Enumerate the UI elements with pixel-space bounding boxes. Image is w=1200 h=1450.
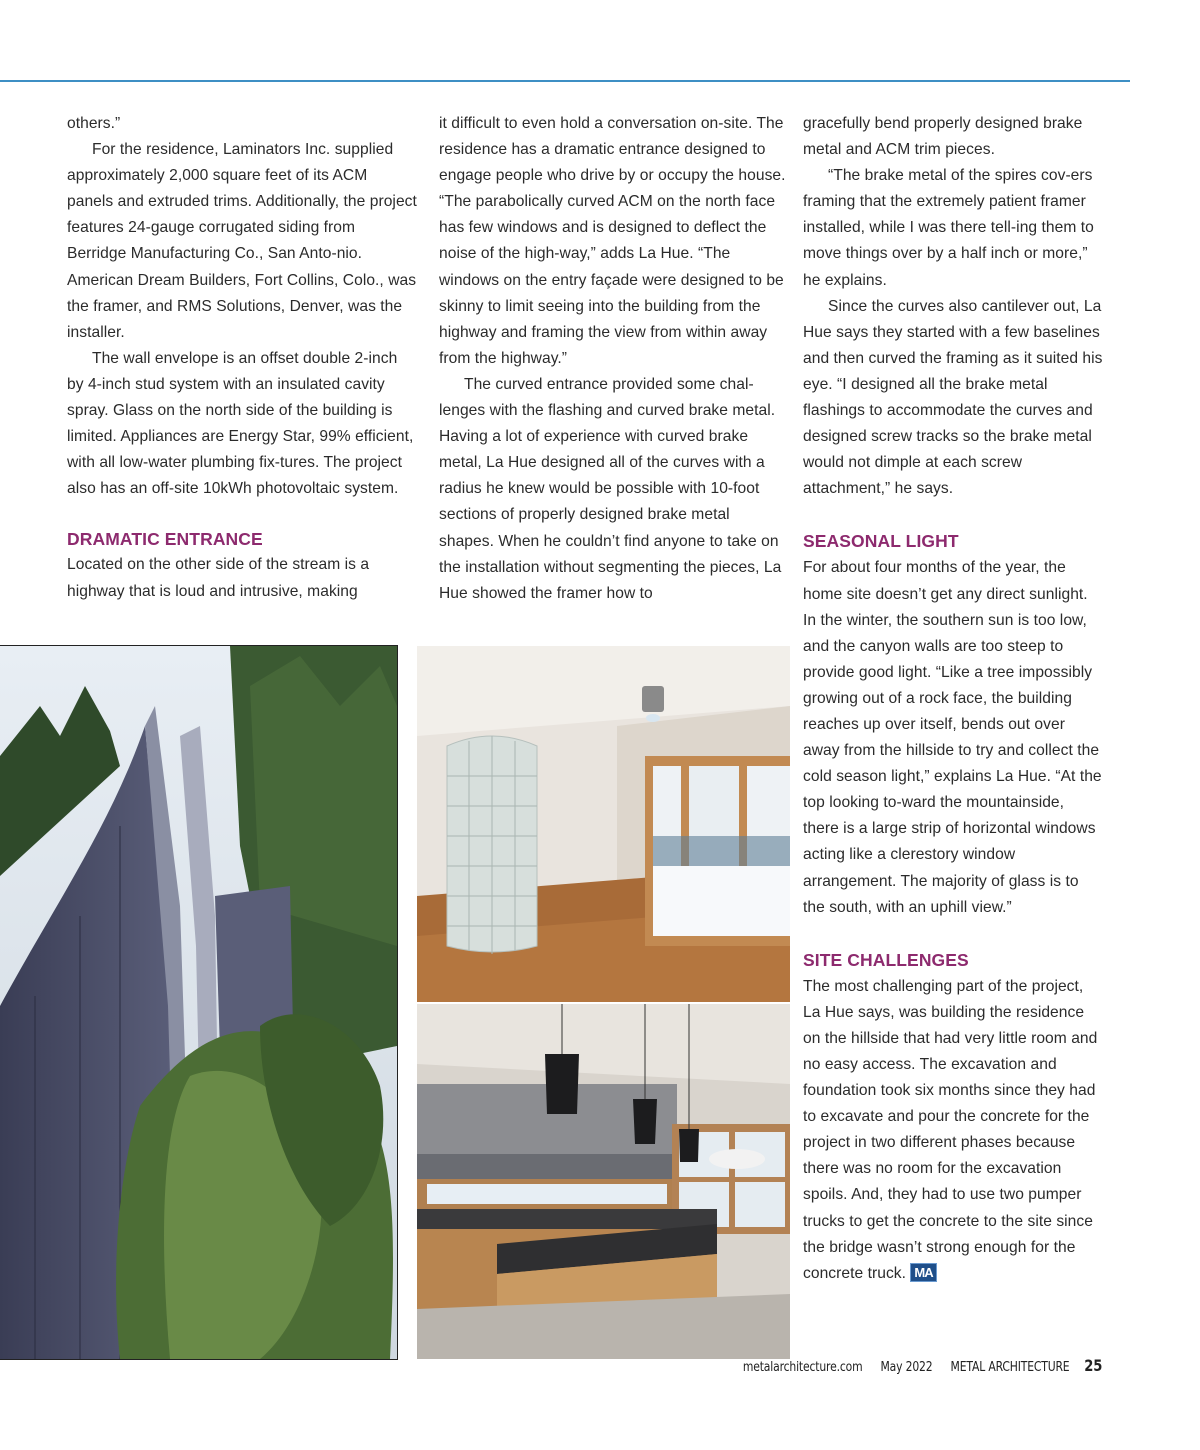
footer-issue-date: May 2022	[880, 1360, 933, 1375]
interior-kitchen-photo	[417, 1004, 790, 1359]
paragraph	[803, 974, 1103, 1287]
section-heading-dramatic-entrance: DRAMATIC ENTRANCE	[67, 529, 263, 550]
interior-hallway-photo	[417, 646, 790, 1002]
text-column-1	[67, 111, 417, 605]
page-footer	[743, 1356, 1102, 1375]
text-column-2	[439, 111, 789, 607]
end-mark-logo: MA	[910, 1263, 936, 1282]
paragraph: Since the curves also cantilever out, La Hue says they started with a few baselines and then curved the framing as it suited his eye. “I designed all the brake metal flashings to accommodate the curves and designed screw tracks so the brake metal would not dimple at each screw attachment,” he says.	[803, 297, 1103, 498]
exterior-photo	[0, 646, 397, 1359]
paragraph: For the residence, Laminators Inc. supplied approximately 2,000 square feet of its ACM panels and extruded trims. Additionally, the project features 24-gauge corrugated siding from Berridge Manufacturing Co., San Anto-nio. American Dream Builders, Fort Collins, Colo., was the framer, and RMS Solutions, Denver, was the installer.	[67, 141, 417, 341]
section-heading-seasonal-light: SEASONAL LIGHT	[803, 531, 959, 552]
paragraph: Located on the other side of the stream is a highway that is loud and intrusive, making	[67, 556, 370, 600]
paragraph: The wall envelope is an offset double 2-inch by 4-inch stud system with an insulated cavity spray. Glass on the north side of the building is limited. Appliances are Energy Star, 99% efficient, with all low-water plumbing fix-tures. The project also has an off-site 10kWh photovoltaic system.	[67, 349, 414, 498]
paragraph: The curved entrance provided some chal-lenges with the flashing and curved brake metal. Having a lot of experience with curved brake metal, La Hue designed all of the curves with a radius he knew would be possible with 10-foot sections of properly designed brake metal shapes. When he couldn’t find anyone to take on the installation without segmenting the pieces, La Hue showed the framer how to	[439, 375, 782, 602]
paragraph: “The brake metal of the spires cov-ers framing that the extremely patient framer installed, while I was there tell-ing them to move things over by a half inch or more,” he explains.	[803, 167, 1094, 289]
paragraph-text: The most challenging part of the project, La Hue says, was building the residence on the hillside that had very little room and no easy access. The excavation and foundation took six months since they had to excavate and pour the concrete for the project in two different phases because there was no room for the excavation spoils. And, they had to use two pumper trucks to get the concrete to the site since the bridge wasn’t strong enough for the concrete truck.	[803, 977, 1098, 1282]
page-number: 25	[1084, 1356, 1102, 1375]
footer-website: metalarchitecture.com	[742, 1360, 863, 1375]
paragraph: others.”	[67, 115, 121, 132]
header-rule	[0, 80, 1130, 82]
paragraph: gracefully bend properly designed brake metal and ACM trim pieces.	[803, 115, 1083, 159]
paragraph: it difficult to even hold a conversation on-site. The residence has a dramatic entrance designed to engage people who drive by or occupy the house. “The parabolically curved ACM on the north face has few windows and is designed to deflect the noise of the high-way,” adds La Hue. “The windows on the entry façade were designed to be skinny to limit seeing into the building from the highway and framing the view from within away from the highway.”	[439, 115, 786, 367]
footer-magazine-name: METAL ARCHITECTURE	[950, 1360, 1070, 1375]
text-column-3	[803, 111, 1103, 1287]
section-heading-site-challenges: SITE CHALLENGES	[803, 949, 969, 970]
paragraph: For about four months of the year, the home site doesn’t get any direct sunlight. In the winter, the southern sun is too low, and the canyon walls are too steep to provide good light. “Like a tree impossibly growing out of a rock face, the building reaches up over itself, bends out over away from the hillside to try and collect the cold season light,” explains La Hue. “At the top looking to-ward the mountainside, there is a large strip of horizontal windows acting like a clerestory window arrangement. The majority of glass is to the south, with an uphill view.”	[803, 559, 1102, 916]
